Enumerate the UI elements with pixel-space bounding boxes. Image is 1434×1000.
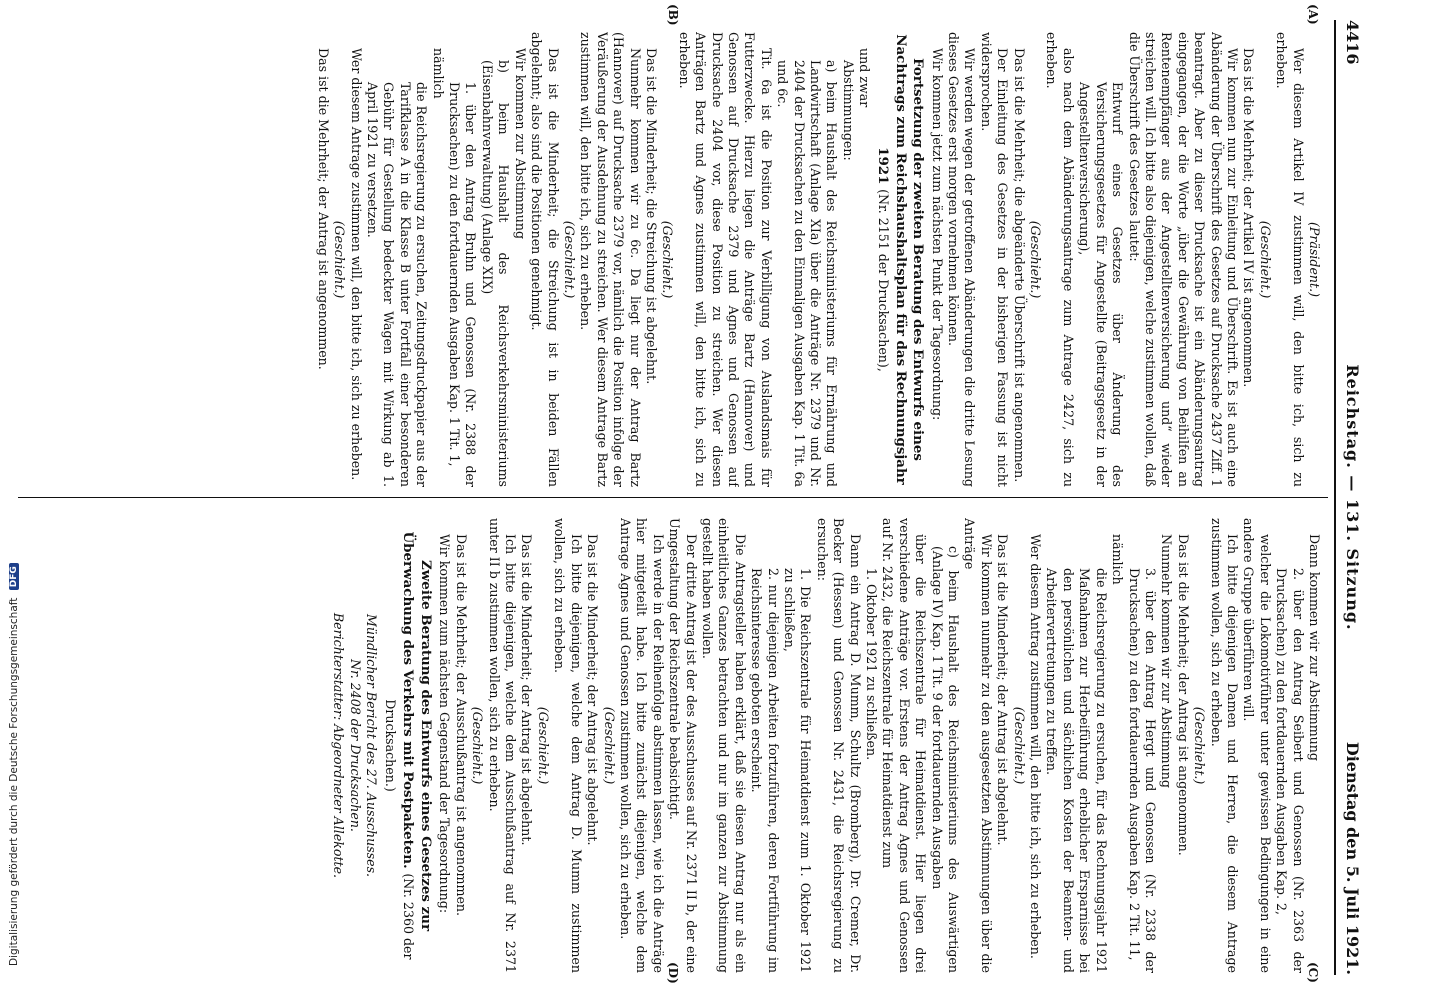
paragraph: Wir kommen zum nächsten Gegenstand der Tagesordnung:	[437, 534, 453, 914]
paragraph: Nunmehr kommen wir zu 6c. Da liegt nur der Antrag Bartz (Hannover) auf Drucksache 2379 vor, nämlich die Position infolge der Veräußerung der Ausdehnung zu streichen. Wer diesem Antrage Bartz zustimmen will, den bitte ich, sich zu erheben.	[578, 32, 643, 487]
paragraph: Dann kommen wir zur Abstimmung	[1307, 534, 1322, 761]
paragraph: Ich bitte diejenigen, welche dem Antrag D. Mumm zustimmen wollen, sich zu erheben.	[552, 518, 584, 973]
paragraph: also nach dem Abänderungsantrage zum Antrage 2427, sich zu erheben.	[1044, 32, 1076, 487]
agenda-heading-ref: (Nr. 2360 der Drucksachen.)	[383, 699, 417, 960]
stage-note: Nr. 2408 der Drucksachen.	[347, 659, 363, 832]
digitization-text: Digitalisierung gefördert durch die Deutsche Forschungsgemeinschaft	[8, 597, 20, 966]
stage-note: (Geschieht.)	[332, 220, 348, 299]
paragraph: Ich bitte diejenigen, welche dem Ausschußantrag auf Nr. 2371 unter II b zustimmen wollen, sich zu erheben.	[486, 518, 519, 973]
agenda-heading	[874, 32, 926, 487]
paragraph: Das ist die Minderheit; der Antrag ist abgelehnt.	[519, 534, 535, 846]
stage-note: Mündlicher Bericht des 27. Ausschusses.	[364, 613, 380, 878]
paragraph: Wir kommen zur Abstimmung	[512, 48, 528, 240]
paragraph: und zwar	[857, 48, 873, 108]
paragraph: welcher die Lokomotivführer unter gewissen Bedingungen in eine andere Gruppe überführen will.	[1241, 518, 1273, 973]
stage-note: (Geschieht.)	[1028, 220, 1044, 299]
page-number: 4416	[1343, 20, 1362, 65]
margin-letter-d: (D)	[666, 962, 680, 984]
paragraph: Ich werde in der Reihenfolge abstimmen lassen, wie ich die Anträge hier mitgeteilt habe. Ich bitte zunächst diejenigen, welche dem Antrage Agnes und Genossen zustimmen wollen, sich zu erheben.	[617, 518, 666, 973]
indented-item: c) beim Haushalt des Reichsministeriums des Auswärtigen (Anlage IV) Kap. 1 Tit. 9 der fortdauernden Ausgaben	[929, 546, 962, 973]
paragraph: Wer diesem Antrag zustimmen will, den bitte ich, sich zu erheben.	[1028, 534, 1044, 959]
stage-note: (Geschieht.)	[660, 220, 676, 299]
session-title: Reichstag. — 131. Sitzung.	[1343, 364, 1362, 631]
stage-note: (Geschieht.)	[1192, 706, 1208, 785]
paragraph: Das ist die Mehrheit; der Antrag ist angenommen.	[1175, 534, 1191, 856]
paragraph: Das ist die Minderheit; der Antrag ist abgelehnt.	[585, 534, 601, 846]
margin-letter-a: (A)	[1306, 4, 1320, 25]
paragraph: Das ist die Minderheit; der Antrag ist abgelehnt.	[995, 534, 1011, 846]
agenda-heading-ref: (Nr. 2151 der Drucksachen),	[876, 189, 892, 372]
stage-note: (Geschieht.)	[1011, 706, 1027, 785]
stage-note: (Geschieht.)	[470, 706, 486, 785]
paragraph: Wer diesem Antrage zustimmen will, den bitte ich, sich zu erheben.	[348, 48, 364, 481]
header-rule	[1334, 20, 1336, 975]
paragraph: über die Reichszentrale für Heimatdienst. Hier liegen drei verschiedene Anträge vor. Erstens der Antrag Agnes und Genossen auf Nr. 2432, die Reichszentrale für Heimatdienst zum	[880, 518, 929, 973]
paragraph: Wir kommen jetzt zum nächsten Punkt der Tagesordnung:	[929, 48, 945, 421]
paragraph: Wir kommen nunmehr zu den ausgesetzten Abstimmungen über die Anträge	[962, 518, 994, 973]
paragraph: nämlich	[430, 48, 446, 99]
quoted-motion: 2. nur diejenigen Arbeiten fortzuführen, deren Fortführung im Reichsinteresse geboten erscheint.	[749, 568, 781, 973]
column-divider	[18, 497, 1328, 498]
quoted-motion: 1. Oktober 1921 zu schließen.	[864, 568, 880, 761]
quoted-motion: Entwurf eines Gesetzes über Änderung des Versicherungsgesetzes für Angestellte (Beitragsgesetz in der Angestelltenversicherung),	[1077, 82, 1126, 487]
paragraph: Der dritte Antrag ist der des Ausschusses auf Nr. 2371 II b, der eine Umgestaltung der Reichszentrale beabsichtigt.	[667, 518, 699, 973]
margin-letter-b: (B)	[666, 4, 680, 26]
paragraph: Das ist die Minderheit; die Streichung ist in beiden Fällen abgelehnt; also sind die Positionen genehmigt.	[529, 32, 561, 487]
agenda-heading-title: Fortsetzung der zweiten Beratung des Entwurfs eines Nachtrags zum Reichshaushaltsplan für das Rechnungsjahr 1921	[875, 34, 927, 485]
paragraph: Wir werden wegen der getroffenen Abänderungen die dritte Lesung dieses Gesetzes erst morgen vornehmen können.	[946, 32, 978, 487]
paragraph: Das ist die Mehrheit; die abgeänderte Überschrift ist angenommen.	[1011, 48, 1027, 483]
paragraph: Dann ein Antrag D. Mumm, Schultz (Bromberg), Dr. Cremer, Dr. Becker (Hessen) und Genossen Nr. 2431, die Reichsregierung zu ersuchen:	[814, 518, 863, 973]
paragraph: Das ist die Minderheit; die Streichung ist abgelehnt.	[643, 48, 659, 385]
page-header	[1338, 20, 1366, 975]
indented-item: b) beim Haushalt des Reichsverkehrsministeriums (Eisenbahnverwaltung) (Anlage XIX)	[479, 60, 512, 487]
left-column	[22, 32, 1322, 487]
indented-item: Abstimmungen:	[840, 60, 856, 161]
dfg-logo: DFG	[9, 563, 19, 590]
digitization-note	[8, 356, 26, 966]
paragraph: Das ist die Mehrheit; der Antrag ist angenommen.	[315, 48, 331, 370]
agenda-heading	[381, 518, 434, 973]
paragraph: Nunmehr kommen wir zur Abstimmung	[1159, 534, 1175, 788]
stage-note: (Geschieht.)	[601, 706, 617, 785]
quoted-motion: 2. über den Antrag Seibert und Genossen (Nr. 2363 der Drucksachen) zu den fortdauernden Ausgaben Kap. 2,	[1274, 568, 1306, 973]
stage-note: (Geschieht.)	[535, 706, 551, 785]
paragraph: Die Antragsteller haben erklärt, daß sie diesen Antrag nur als ein einheitliches Ganzes betrachten und nur im ganzen zur Abstimmung gestellt haben wollen.	[699, 518, 748, 973]
right-column	[22, 518, 1322, 973]
quoted-motion: 1. über den Antrag Bruhn und Genossen (Nr. 2388 der Drucksachen) zu den fortdauernden Ausgaben Kap. 1 Tit. 1,	[447, 82, 479, 487]
agenda-heading-title: Zweite Beratung des Entwurfs eines Gesetzes zur Überwachung des Verkehrs mit Postpaketen.	[400, 531, 435, 931]
paragraph: Wer diesem Artikel IV zustimmen will, den bitte ich, sich zu erheben.	[1274, 32, 1306, 487]
stage-note: (Geschieht.)	[1257, 220, 1273, 299]
stage-note: Berichterstatter: Abgeordneter Allekotte.	[331, 612, 347, 879]
quoted-motion: 1. Die Reichszentrale für Heimatdienst zum 1. Oktober 1921 zu schließen,	[782, 568, 814, 973]
session-date: Dienstag den 5. Juli 1921.	[1343, 741, 1362, 975]
quoted-motion: die Reichsregierung zu ersuchen, Zeitungsdruckpapier aus der Tarifklasse A in die Klasse B unter Fortfall einer besonderen Gebühr für Gestellung bedeckter Wagen mit Wirkung ab 1. April 1921 zu versetzen.	[365, 82, 430, 487]
paragraph: Das ist die Mehrheit; der Ausschußantrag ist angenommen.	[453, 534, 469, 917]
paragraph: Tit. 6a ist die Position zur Verbilligung von Auslandsmais für Futterzwecke. Hierzu liegen die Anträge Bartz (Hannover) und Genossen auf Drucksache 2379 und Agnes und Genossen auf Drucksache 2404 vor, diese Position zu streichen. Wer diesen Anträgen Bartz und Agnes zustimmen will, den bitte ich, sich zu erheben.	[676, 32, 774, 487]
paragraph: Wir kommen nun zur Einleitung und Überschrift. Es ist auch eine Abänderung der Überschrift des Gesetzes auf Drucksache 2437 Ziff. 1 beantragt. Aber zu dieser Drucksache ist ein Abänderungsantrag eingegangen, der die Worte „über die Gewährung von Beihilfen an Rentenempfänger aus der Angestelltenversicherung und“ wieder streichen will. Ich bitte also diejenigen, welche zustimmen wollen, daß die Überschrift des Gesetzes lautet:	[1126, 32, 1240, 487]
paragraph: Der Einleitung des Gesetzes in der bisherigen Fassung ist nicht widersprochen.	[978, 32, 1011, 487]
stage-note: (Geschieht.)	[561, 220, 577, 299]
paragraph: nämlich	[1110, 534, 1126, 585]
quoted-motion: die Reichsregierung zu ersuchen, für das Rechnungsjahr 1921 Maßnahmen zur Herbeiführung erheblicher Ersparnisse bei den persönlichen und sächlichen Kosten der Beamten- und Arbeitervertretungen zu treffen.	[1044, 568, 1109, 973]
quoted-motion: 3. über den Antrag Hergt und Genossen (Nr. 2338 der Drucksachen) zu den fortdauernden Ausgaben Kap. 2 Tit. 11,	[1126, 568, 1158, 973]
paragraph: Das ist die Mehrheit; der Artikel IV ist angenommen.	[1241, 48, 1257, 388]
stage-note: (Präsident.)	[1307, 221, 1322, 297]
margin-letter-c: (C)	[1306, 962, 1320, 983]
indented-item: a) beim Haushalt des Reichsministeriums für Ernährung und Landwirtschaft (Anlage XIa) über die Anträge Nr. 2379 und Nr. 2404 der Drucksachen zu den Einmaligen Ausgaben Kap. 1 Tit. 6a und 6c.	[775, 60, 840, 487]
paragraph: Ich bitte diejenigen Damen und Herren, die diesem Antrage zustimmen wollen, sich zu erheben.	[1208, 518, 1240, 973]
